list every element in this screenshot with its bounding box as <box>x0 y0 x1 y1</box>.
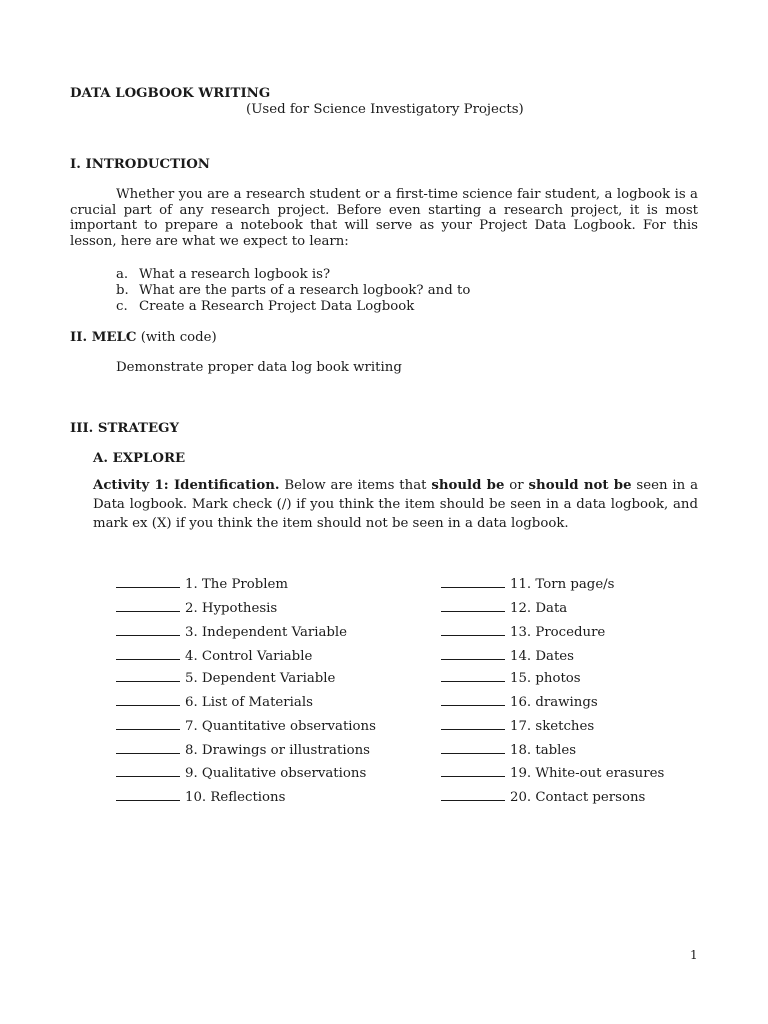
objective-letter: b. <box>116 283 129 298</box>
checklist-item <box>116 694 313 710</box>
checklist-item <box>441 718 594 734</box>
document-title: DATA LOGBOOK WRITING <box>70 86 271 101</box>
checklist-item-label: 1. The Problem <box>185 577 288 592</box>
checklist-item <box>116 742 370 758</box>
checklist-item-label: 8. Drawings or illustrations <box>185 743 370 758</box>
checklist-item <box>116 600 277 616</box>
objective-item <box>116 283 470 298</box>
checklist-item-label: 14. Dates <box>510 649 574 664</box>
objective-letter: a. <box>116 267 129 282</box>
objective-item <box>116 267 330 282</box>
checklist-item-label: 9. Qualitative observations <box>185 766 367 781</box>
checklist-item-label: 18. tables <box>510 743 577 758</box>
introduction-heading: I. INTRODUCTION <box>70 157 210 172</box>
checklist-item <box>116 648 312 664</box>
checklist-item-label: 2. Hypothesis <box>185 601 278 616</box>
page-number: 1 <box>690 948 698 962</box>
answer-blank[interactable] <box>116 718 180 730</box>
answer-blank[interactable] <box>116 600 180 612</box>
checklist-item-label: 11. Torn page/s <box>510 577 615 592</box>
checklist-item-label: 3. Independent Variable <box>185 625 348 640</box>
activity-label: Activity 1: Identification. <box>93 478 280 493</box>
explore-heading: A. EXPLORE <box>93 451 186 466</box>
objective-letter: c. <box>116 299 128 314</box>
checklist-item-label: 4. Control Variable <box>185 649 313 664</box>
melc-text: Demonstrate proper data log book writing <box>116 360 402 375</box>
objective-text: What are the parts of a research logbook? and to <box>139 283 471 298</box>
checklist-item-label: 7. Quantitative observations <box>185 719 376 734</box>
activity-emphasis: should be <box>431 478 505 493</box>
objective-item <box>116 299 414 314</box>
checklist-item-label: 6. List of Materials <box>185 695 313 710</box>
checklist-item <box>441 600 567 616</box>
checklist-item-label: 10. Reflections <box>185 790 286 805</box>
checklist-item <box>116 670 335 686</box>
checklist-item-label: 5. Dependent Variable <box>185 671 336 686</box>
activity-instructions <box>93 477 698 533</box>
answer-blank[interactable] <box>116 648 180 660</box>
checklist-item <box>441 789 645 805</box>
checklist-item <box>116 624 347 640</box>
answer-blank[interactable] <box>441 742 505 754</box>
activity-text: seen in a Data logbook. Mark check (/) if you think the item should be seen in a data logbook, and mark ex (X) if you think the item should not be seen in a data logbook. <box>93 478 699 531</box>
objective-text: Create a Research Project Data Logbook <box>139 299 415 314</box>
answer-blank[interactable] <box>441 648 505 660</box>
answer-blank[interactable] <box>116 789 180 801</box>
checklist-item <box>116 789 285 805</box>
answer-blank[interactable] <box>116 742 180 754</box>
checklist-item <box>116 765 366 781</box>
checklist-item <box>441 624 605 640</box>
melc-heading-note: (with code) <box>140 330 217 345</box>
checklist-item-label: 17. sketches <box>510 719 595 734</box>
answer-blank[interactable] <box>441 600 505 612</box>
document-subtitle: (Used for Science Investigatory Projects) <box>246 102 524 117</box>
checklist-item <box>116 576 288 592</box>
answer-blank[interactable] <box>116 694 180 706</box>
melc-heading <box>70 330 217 345</box>
checklist-item-label: 19. White-out erasures <box>510 766 665 781</box>
answer-blank[interactable] <box>116 765 180 777</box>
checklist-item-label: 16. drawings <box>510 695 598 710</box>
answer-blank[interactable] <box>441 789 505 801</box>
answer-blank[interactable] <box>441 624 505 636</box>
answer-blank[interactable] <box>116 670 180 682</box>
checklist-item <box>441 742 576 758</box>
checklist-item <box>441 765 664 781</box>
melc-heading-label: II. MELC <box>70 330 137 345</box>
checklist-item <box>441 694 598 710</box>
checklist-item <box>116 718 376 734</box>
introduction-paragraph <box>70 187 698 249</box>
answer-blank[interactable] <box>441 718 505 730</box>
checklist-item-label: 13. Procedure <box>510 625 606 640</box>
activity-text: Below are items that <box>284 478 427 493</box>
checklist-item-label: 12. Data <box>510 601 568 616</box>
checklist-item <box>441 648 574 664</box>
activity-text: or <box>509 478 524 493</box>
answer-blank[interactable] <box>441 765 505 777</box>
checklist-item <box>441 576 615 592</box>
objective-text: What a research logbook is? <box>139 267 331 282</box>
introduction-text: Whether you are a research student or a first-time science fair student, a logbook is a crucial part of any research project. Before even starting a research project, it is most important to prepare a notebook that will serve as your Project Data Logbook. For this lesson, here are what we expect to learn: <box>70 187 698 249</box>
answer-blank[interactable] <box>116 576 180 588</box>
strategy-heading: III. STRATEGY <box>70 421 179 436</box>
answer-blank[interactable] <box>441 670 505 682</box>
answer-blank[interactable] <box>116 624 180 636</box>
answer-blank[interactable] <box>441 694 505 706</box>
checklist-item-label: 15. photos <box>510 671 581 686</box>
checklist-item-label: 20. Contact persons <box>510 790 646 805</box>
activity-emphasis: should not be <box>528 478 632 493</box>
checklist-item <box>441 670 581 686</box>
answer-blank[interactable] <box>441 576 505 588</box>
